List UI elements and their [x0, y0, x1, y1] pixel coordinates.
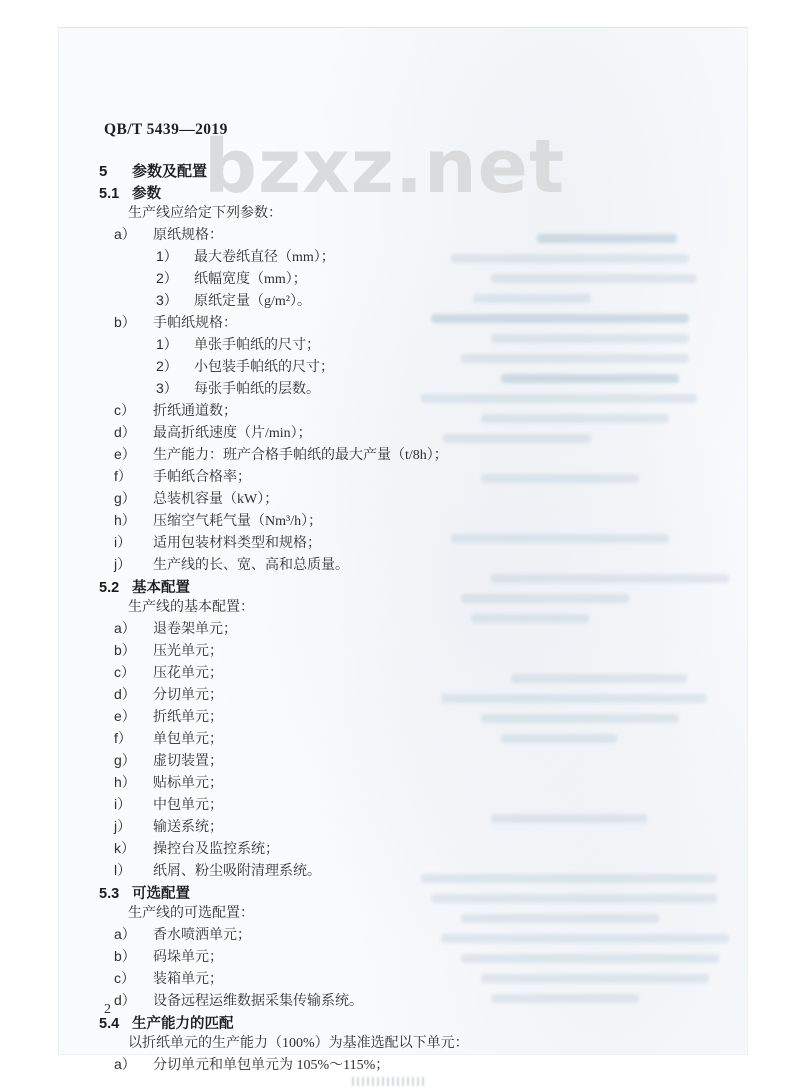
- subitem-text: 每张手帕纸的层数。: [194, 382, 320, 397]
- list-item: [59, 684, 747, 706]
- item-text: 生产线的长、宽、高和总质量。: [153, 558, 349, 573]
- section-number: 5: [99, 163, 108, 180]
- section-heading: [59, 884, 747, 904]
- list-item: [59, 510, 747, 532]
- section-heading: [59, 578, 747, 598]
- list-item: [59, 772, 747, 794]
- item-text: 码垛单元；: [153, 950, 223, 965]
- item-marker: a）: [114, 1056, 136, 1072]
- item-marker: l）: [114, 862, 132, 878]
- list-item: [59, 662, 747, 684]
- item-marker: i）: [114, 534, 132, 550]
- item-marker: c）: [114, 402, 135, 418]
- page-content: [59, 28, 747, 1073]
- item-text: 设备远程运维数据采集传输系统。: [153, 994, 363, 1009]
- list-item: [59, 466, 747, 488]
- item-marker: e）: [114, 446, 136, 462]
- item-marker: d）: [114, 992, 136, 1008]
- list-item: [59, 444, 747, 466]
- list-item: [59, 706, 747, 728]
- sublist-item: [59, 378, 747, 400]
- list-item: [59, 640, 747, 662]
- item-marker: j）: [114, 556, 132, 572]
- item-marker: f）: [114, 730, 132, 746]
- sublist-item: [59, 246, 747, 268]
- subitem-marker: 2）: [156, 358, 178, 374]
- list-item: [59, 946, 747, 968]
- section-heading: [59, 184, 747, 204]
- item-text: 压花单元；: [153, 666, 223, 681]
- section-intro: 生产线应给定下列参数：: [128, 206, 282, 221]
- item-marker: d）: [114, 424, 136, 440]
- item-text: 折纸单元；: [153, 710, 223, 725]
- item-marker: b）: [114, 314, 136, 330]
- page-number: 2: [104, 1002, 111, 1017]
- section-intro: 以折纸单元的生产能力（100%）为基准选配以下单元：: [128, 1036, 469, 1051]
- list-item: [59, 816, 747, 838]
- section-number: 5.2: [99, 580, 120, 596]
- item-text: 适用包装材料类型和规格；: [153, 536, 321, 551]
- item-text: 贴标单元；: [153, 776, 223, 791]
- subitem-text: 小包装手帕纸的尺寸；: [194, 360, 334, 375]
- section-heading: [59, 162, 747, 182]
- sublist-item: [59, 356, 747, 378]
- list-item: [59, 532, 747, 554]
- list-item: [59, 312, 747, 334]
- bzxz-watermark: bzxz.net: [204, 124, 566, 210]
- list-item: [59, 968, 747, 990]
- section-intro: 生产线的基本配置：: [128, 600, 254, 615]
- item-text: 虚切装置；: [153, 754, 223, 769]
- item-text: 单包单元；: [153, 732, 223, 747]
- section-title: 基本配置: [132, 580, 190, 596]
- bottom-faint-marking: [352, 1077, 424, 1086]
- item-marker: a）: [114, 926, 136, 942]
- section-number: 5.4: [99, 1016, 120, 1032]
- section-title: 生产能力的匹配: [132, 1016, 234, 1032]
- list-item: [59, 838, 747, 860]
- item-marker: a）: [114, 226, 136, 242]
- item-marker: c）: [114, 970, 135, 986]
- section-intro: 生产线的可选配置：: [128, 906, 254, 921]
- item-marker: g）: [114, 752, 136, 768]
- item-marker: e）: [114, 708, 136, 724]
- list-item: [59, 1054, 747, 1076]
- section-number: 5.3: [99, 886, 120, 902]
- list-item: [59, 400, 747, 422]
- item-marker: a）: [114, 620, 136, 636]
- subitem-marker: 3）: [156, 380, 178, 396]
- item-text: 总装机容量（kW）；: [153, 492, 279, 507]
- item-marker: k）: [114, 840, 135, 856]
- item-text: 折纸通道数；: [153, 404, 237, 419]
- list-item: [59, 224, 747, 246]
- subitem-marker: 1）: [156, 248, 178, 264]
- section-number: 5.1: [99, 186, 120, 202]
- item-text: 香水喷洒单元；: [153, 928, 251, 943]
- item-text: 纸屑、粉尘吸附清理系统。: [153, 864, 321, 879]
- sublist-item: [59, 334, 747, 356]
- item-text: 手帕纸规格：: [153, 316, 237, 331]
- list-item: [59, 794, 747, 816]
- item-text: 中包单元；: [153, 798, 223, 813]
- subitem-marker: 1）: [156, 336, 178, 352]
- item-marker: g）: [114, 490, 136, 506]
- list-item: [59, 618, 747, 640]
- list-item: [59, 422, 747, 444]
- item-marker: j）: [114, 818, 132, 834]
- item-text: 退卷架单元；: [153, 622, 237, 637]
- item-text: 生产能力：班产合格手帕纸的最大产量（t/8h）；: [153, 448, 448, 463]
- item-text: 最高折纸速度（片/min）；: [153, 426, 312, 441]
- standard-code: QB/T 5439—2019: [104, 121, 228, 138]
- list-item: [59, 728, 747, 750]
- item-text: 原纸规格：: [153, 228, 223, 243]
- section-heading: [59, 1014, 747, 1034]
- item-text: 压光单元；: [153, 644, 223, 659]
- paper-sheet: [58, 27, 748, 1073]
- item-text: 压缩空气耗气量（Nm³/h）；: [153, 514, 323, 529]
- item-text: 分切单元；: [153, 688, 223, 703]
- item-marker: i）: [114, 796, 132, 812]
- item-text: 装箱单元；: [153, 972, 223, 987]
- list-item: [59, 554, 747, 576]
- subitem-text: 原纸定量（g/m²）。: [194, 294, 311, 309]
- section-title: 可选配置: [132, 886, 190, 902]
- list-item: [59, 488, 747, 510]
- subitem-marker: 3）: [156, 292, 178, 308]
- subitem-text: 纸幅宽度（mm）；: [194, 272, 307, 287]
- item-marker: h）: [114, 512, 136, 528]
- item-marker: b）: [114, 948, 136, 964]
- subitem-text: 最大卷纸直径（mm）；: [194, 250, 335, 265]
- item-marker: b）: [114, 642, 136, 658]
- item-text: 手帕纸合格率；: [153, 470, 251, 485]
- subitem-marker: 2）: [156, 270, 178, 286]
- item-marker: d）: [114, 686, 136, 702]
- list-item: [59, 990, 747, 1012]
- sublist-item: [59, 290, 747, 312]
- item-marker: c）: [114, 664, 135, 680]
- item-text: 输送系统；: [153, 820, 223, 835]
- item-text: 分切单元和单包单元为 105%～115%；: [153, 1058, 390, 1073]
- subitem-text: 单张手帕纸的尺寸；: [194, 338, 320, 353]
- list-item: [59, 750, 747, 772]
- section-title: 参数及配置: [132, 163, 208, 180]
- section-title: 参数: [132, 186, 161, 202]
- item-marker: f）: [114, 468, 132, 484]
- list-item: [59, 860, 747, 882]
- list-item: [59, 924, 747, 946]
- item-marker: h）: [114, 774, 136, 790]
- item-text: 操控台及监控系统；: [153, 842, 279, 857]
- sublist-item: [59, 268, 747, 290]
